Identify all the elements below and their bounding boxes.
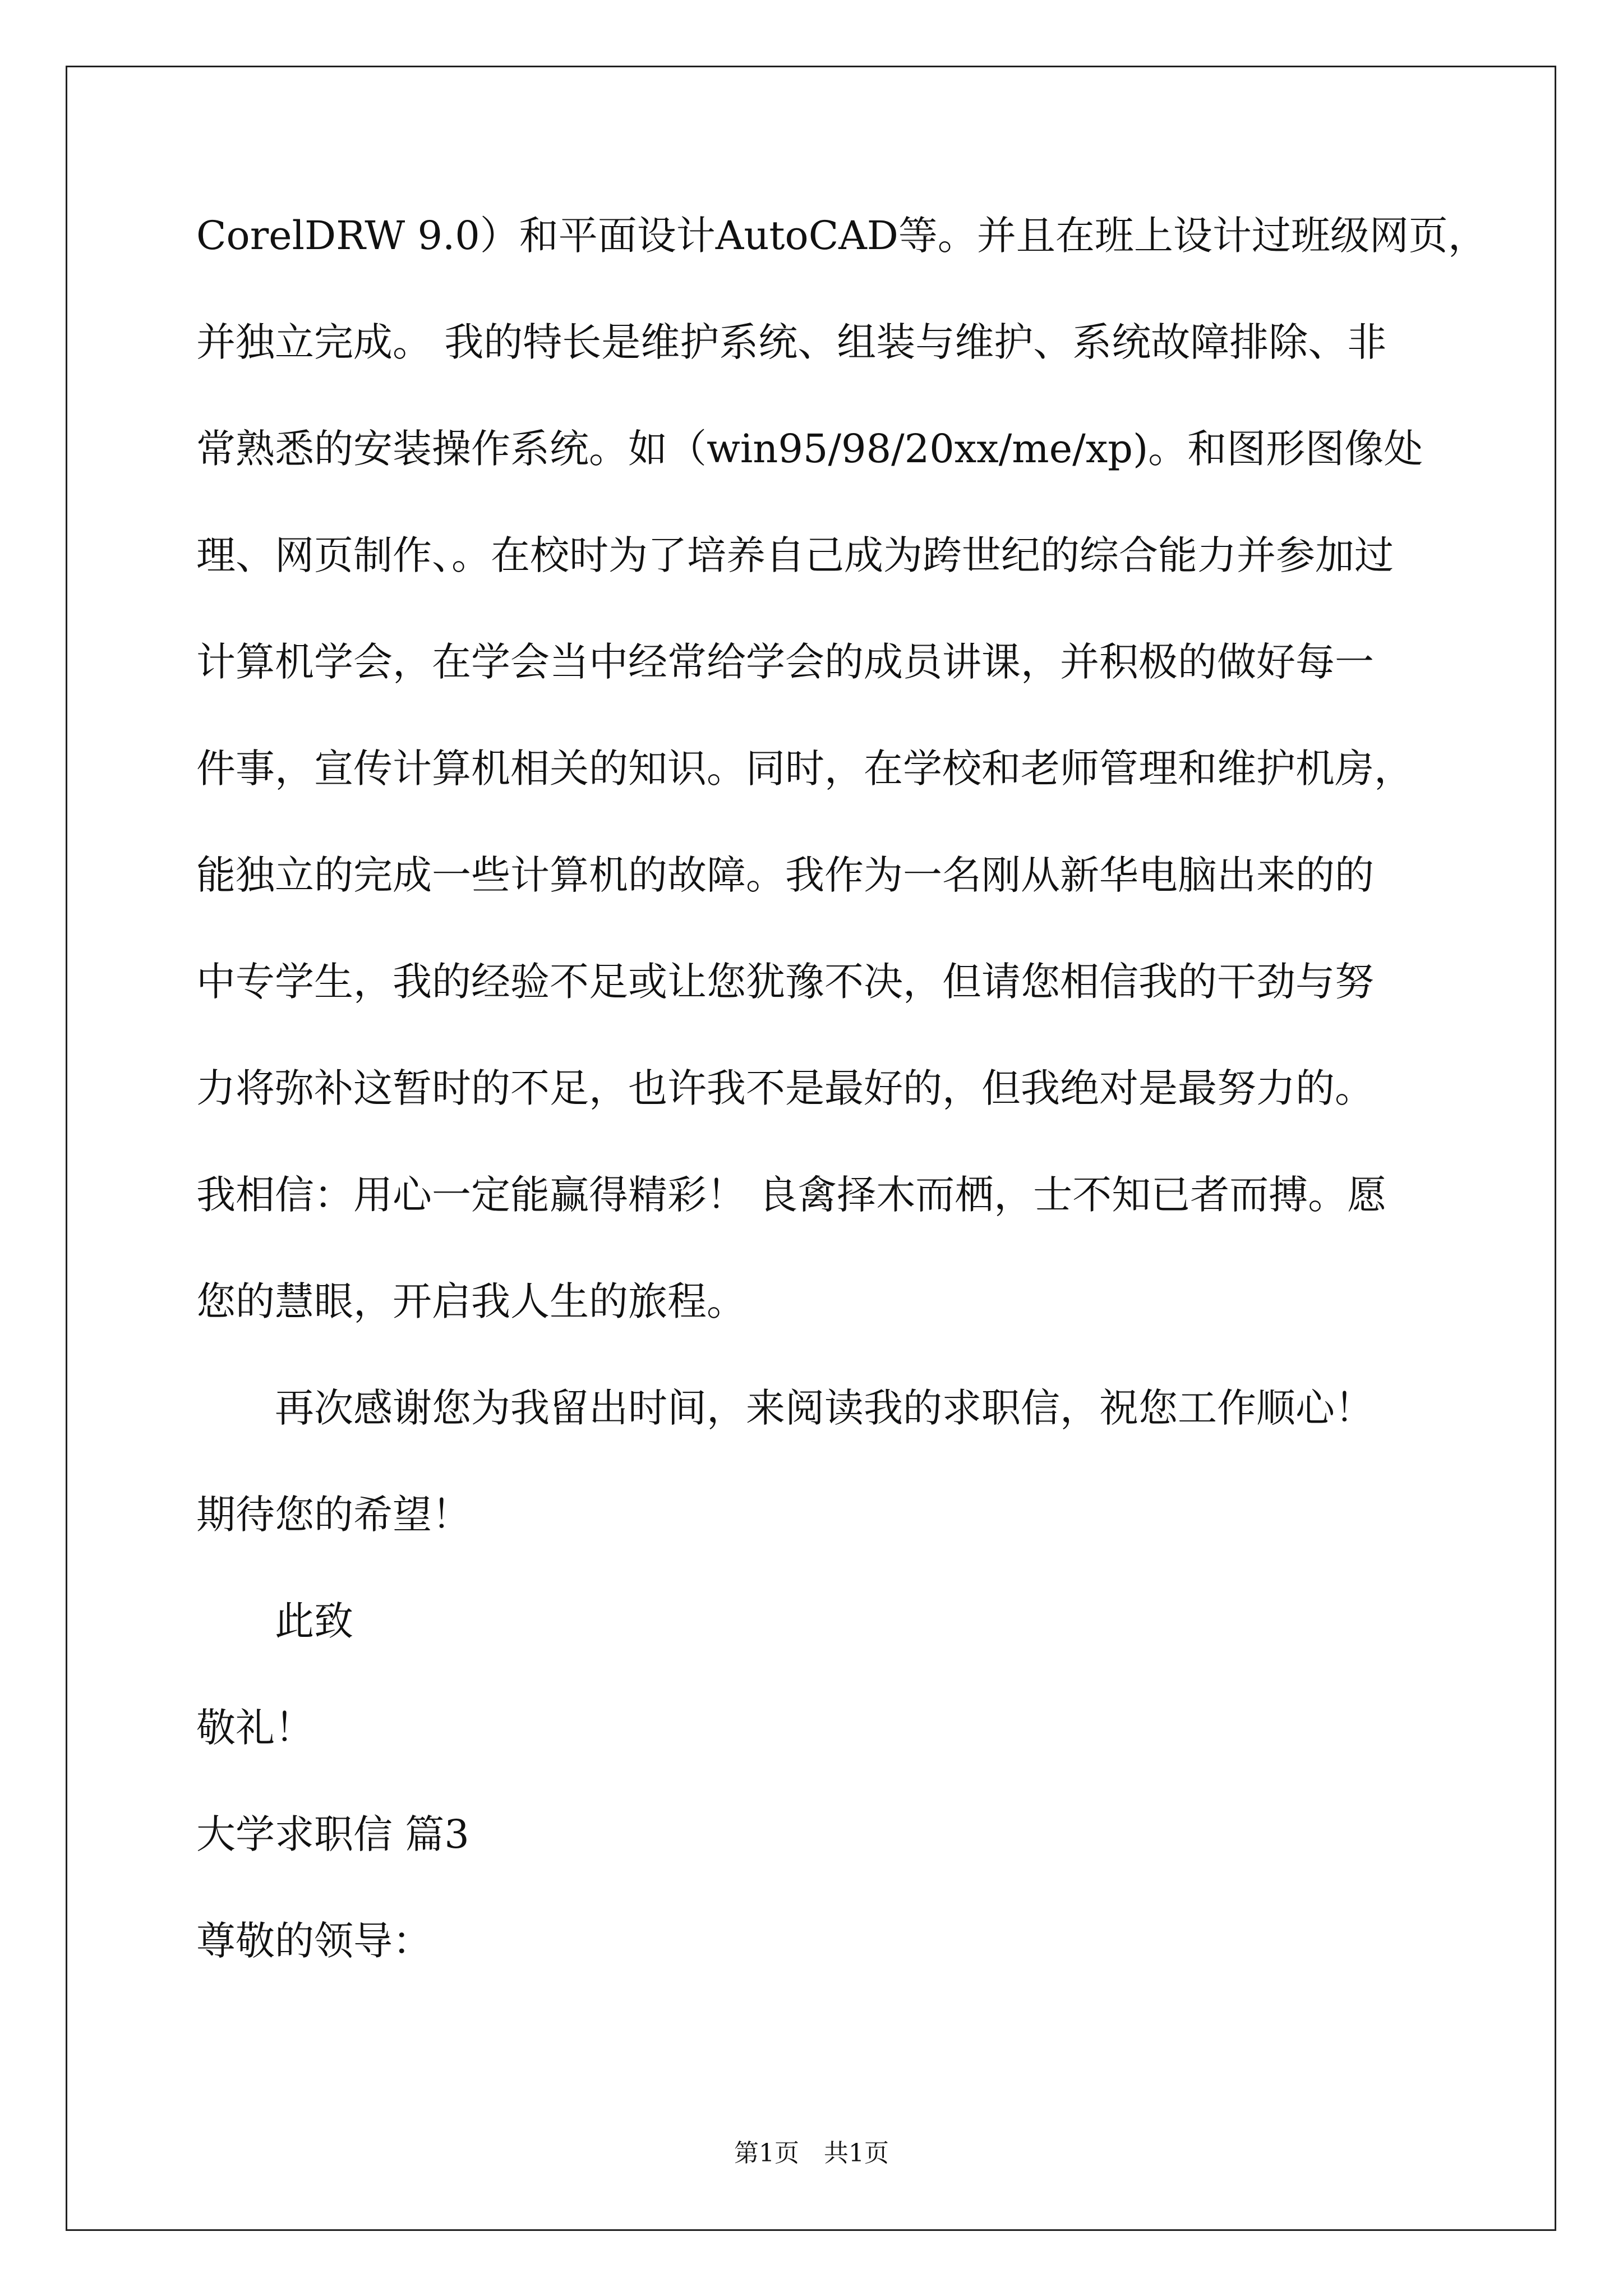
greeting-line: 尊敬的领导： bbox=[196, 1918, 432, 1964]
text-line: 中专学生，我的经验不足或让您犹豫不决，但请您相信我的干劲与努 bbox=[196, 959, 1374, 1005]
section-heading: 大学求职信 篇3 bbox=[196, 1811, 469, 1857]
text-line: CorelDRW 9.0）和平面设计AutoCAD等。并且在班上设计过班级网页， bbox=[196, 213, 1487, 259]
text-line: 能独立的完成一些计算机的故障。我作为一名刚从新华电脑出来的的 bbox=[196, 852, 1374, 898]
text-line: 理、网页制作、。在校时为了培养自己成为跨世纪的综合能力并参加过 bbox=[196, 532, 1394, 578]
closing-paragraph-line: 再次感谢您为我留出时间，来阅读我的求职信，祝您工作顺心！ bbox=[275, 1385, 1374, 1431]
salutation-cizhi: 此致 bbox=[275, 1598, 353, 1644]
salutation-jingli: 敬礼！ bbox=[196, 1705, 314, 1751]
text-line: 我相信：用心一定能赢得精彩！ 良禽择木而栖，士不知已者而搏。愿 bbox=[196, 1172, 1387, 1218]
text-line: 常熟悉的安装操作系统。如（win95/98/20xx/me/xp)。和图形图像处 bbox=[196, 426, 1423, 472]
text-line: 期待您的希望！ bbox=[196, 1492, 471, 1538]
document-body bbox=[196, 213, 1487, 2028]
text-line: 计算机学会，在学会当中经常给学会的成员讲课，并积极的做好每一 bbox=[196, 639, 1374, 685]
text-line: 件事，宣传计算机相关的知识。同时，在学校和老师管理和维护机房， bbox=[196, 746, 1413, 792]
text-line: 力将弥补这暂时的不足，也许我不是最好的，但我绝对是最努力的。 bbox=[196, 1065, 1374, 1111]
page-number-footer: 第1页 共1页 bbox=[734, 2139, 889, 2168]
text-line: 您的慧眼，开启我人生的旅程。 bbox=[196, 1278, 746, 1324]
text-line: 并独立完成。 我的特长是维护系统、组装与维护、系统故障排除、非 bbox=[196, 319, 1387, 365]
